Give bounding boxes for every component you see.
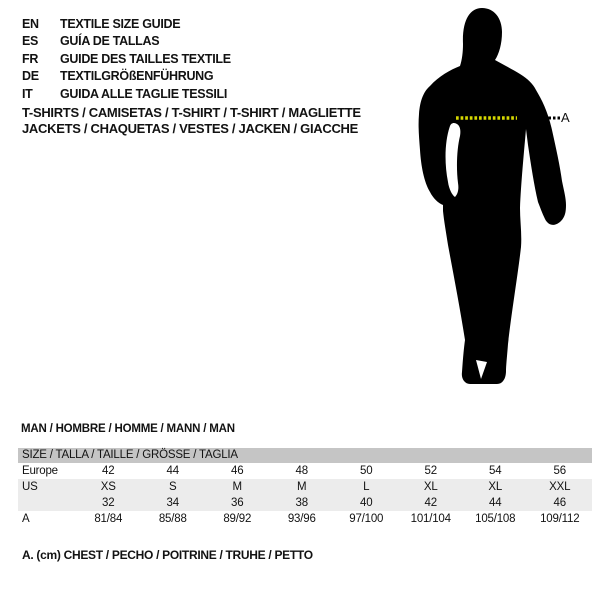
size-cell: 44 [141,463,206,479]
language-row [22,15,231,33]
size-cell: 54 [463,463,528,479]
size-cell: 93/96 [270,511,335,527]
measurement-footnote: A. (cm) CHEST / PECHO / POITRINE / TRUHE / PETTO [22,548,313,562]
language-label: GUIDE DES TAILLES TEXTILE [60,51,231,66]
language-row [22,33,231,51]
size-cell: XXL [528,479,593,495]
measurement-label-a: A [561,110,570,125]
category-line-tshirts: T-SHIRTS / CAMISETAS / T-SHIRT / T-SHIRT / MAGLIETTE [22,105,361,120]
section-title-man: MAN / HOMBRE / HOMME / MANN / MAN [21,423,235,435]
size-cell: 50 [334,463,399,479]
language-label: GUÍA DE TALLAS [60,34,160,49]
language-row [22,68,231,86]
size-cell: 36 [205,495,270,511]
language-code: EN [22,16,39,31]
size-cell: 46 [205,463,270,479]
size-cell: 52 [399,463,464,479]
size-cell: 34 [141,495,206,511]
size-cell: 81/84 [76,511,141,527]
size-cell: 42 [76,463,141,479]
row-label-europe: Europe [18,463,76,479]
language-code: IT [22,86,33,101]
size-cell: 105/108 [463,511,528,527]
size-cell: 38 [270,495,335,511]
size-table-header: SIZE / TALLA / TAILLE / GRÖSSE / TAGLIA [18,448,592,463]
language-label: TEXTILE SIZE GUIDE [60,16,181,31]
size-cell: 109/112 [528,511,593,527]
language-list [22,15,231,103]
size-cell: 97/100 [334,511,399,527]
language-row [22,85,231,103]
garment-categories [22,105,361,137]
size-table [18,448,592,527]
size-cell: 46 [528,495,593,511]
size-cell: M [205,479,270,495]
size-cell: L [334,479,399,495]
row-label-us: US [18,479,76,495]
size-cell: 85/88 [141,511,206,527]
category-line-jackets: JACKETS / CHAQUETAS / VESTES / JACKEN / GIACCHE [22,121,358,136]
size-cell: XL [463,479,528,495]
language-code: ES [22,34,39,49]
size-cell: S [141,479,206,495]
size-cell: 32 [76,495,141,511]
size-cell: 101/104 [399,511,464,527]
size-cell: 42 [399,495,464,511]
language-code: DE [22,69,39,84]
row-label-blank [18,495,76,511]
size-cell: M [270,479,335,495]
man-silhouette-icon [390,0,580,400]
language-label: GUIDA ALLE TAGLIE TESSILI [60,86,228,101]
size-cell: 48 [270,463,335,479]
language-row [22,50,231,68]
row-label-a-chest: A [18,511,76,527]
language-code: FR [22,51,39,66]
language-label: TEXTILGRÖßENFÜHRUNG [60,69,214,84]
size-cell: 89/92 [205,511,270,527]
size-cell: 44 [463,495,528,511]
size-cell: XS [76,479,141,495]
size-cell: XL [399,479,464,495]
size-cell: 56 [528,463,593,479]
size-cell: 40 [334,495,399,511]
